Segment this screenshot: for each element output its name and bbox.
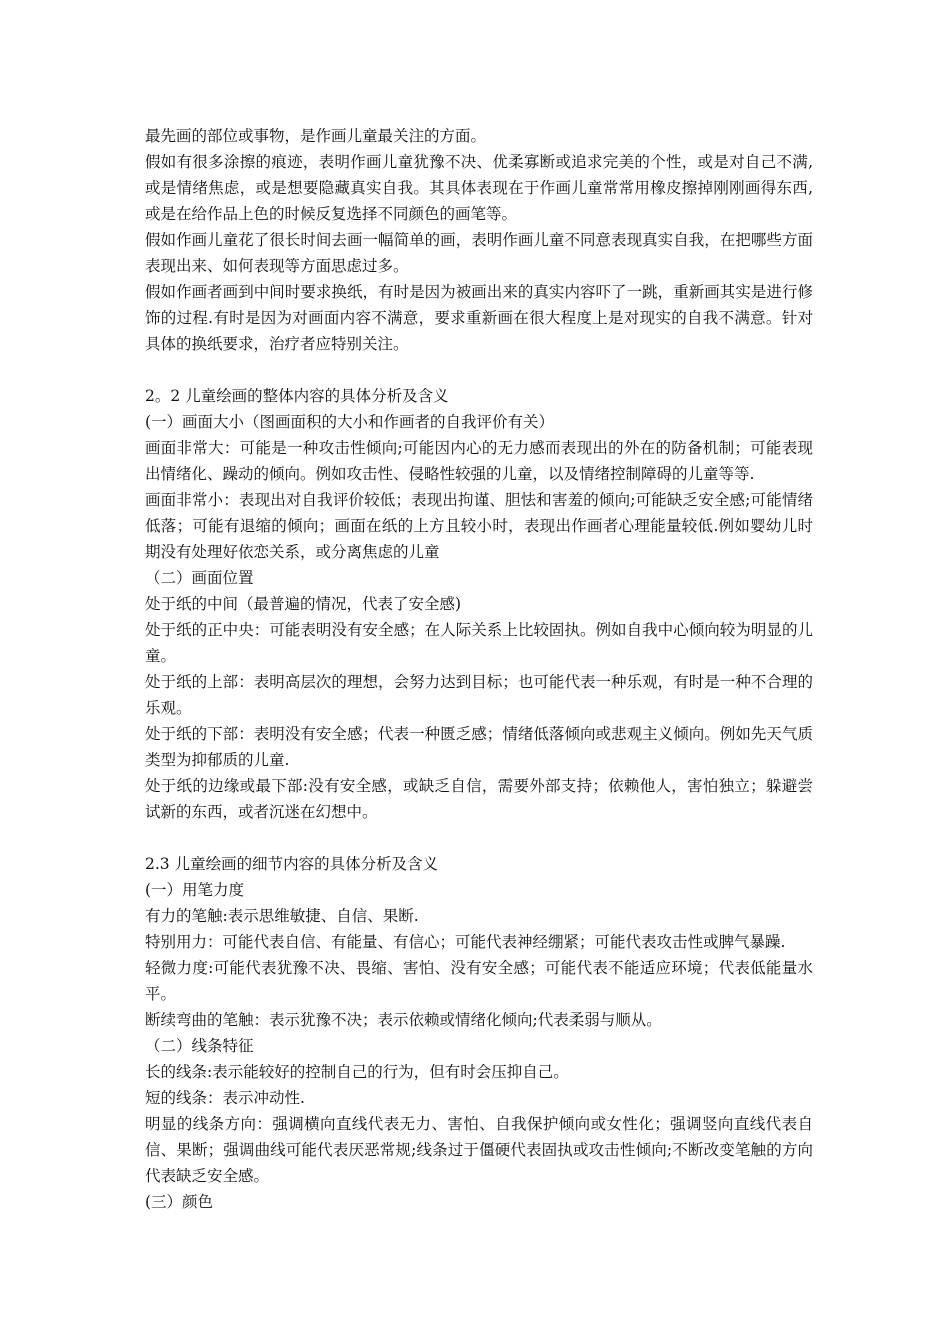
paragraph: 断续弯曲的笔触：表示犹豫不决；表示依赖或情绪化倾向;代表柔弱与顺从。: [145, 1011, 662, 1029]
paragraph: 长的线条:表示能较好的控制自己的行为，但有时会压抑自己。: [145, 1063, 569, 1081]
section-heading: 2.3 儿童绘画的细节内容的具体分析及含义: [145, 855, 439, 873]
paragraph: 假如作画儿童花了很长时间去画一幅简单的画，表明作画儿童不同意表现真实自我，在把哪些方面表现出来、如何表现等方面思虑过多。: [145, 231, 813, 275]
section-heading: 2。2 儿童绘画的整体内容的具体分析及含义: [145, 387, 449, 405]
paragraph: 画面非常小：表现出对自我评价较低；表现出拘谨、胆怯和害羞的倾向;可能缺乏安全感;可能情绪低落；可能有退缩的倾向；画面在纸的上方且较小时，表现出作画者心理能量较低.例如婴幼儿时期没有处理好依恋关系，或分离焦虑的儿童: [145, 491, 813, 561]
paragraph: 处于纸的下部：表明没有安全感；代表一种匮乏感；情绪低落倾向或悲观主义倾向。例如先天气质类型为抑郁质的儿童.: [145, 725, 813, 769]
paragraph: 假如有很多涂擦的痕迹，表明作画儿童犹豫不决、优柔寡断或追求完美的个性，或是对自己不满,或是情绪焦虑，或是想要隐藏真实自我。其具体表现在于作画儿童常常用橡皮擦掉刚刚画得东西,或是在给作品上色的时候反复选择不同颜色的画笔等。: [145, 153, 813, 223]
blank-line: [145, 825, 813, 851]
paragraph: 短的线条：表示冲动性.: [145, 1089, 305, 1107]
paragraph: 处于纸的中间（最普遍的情况，代表了安全感): [145, 595, 462, 613]
subsection-heading: (一）用笔力度: [145, 881, 245, 899]
paragraph: 处于纸的边缘或最下部:没有安全感，或缺乏自信，需要外部支持；依赖他人，害怕独立；躲避尝试新的东西，或者沉迷在幻想中。: [145, 777, 813, 821]
paragraph: 画面非常大：可能是一种攻击性倾向;可能因内心的无力感而表现出的外在的防备机制；可能表现出情绪化、躁动的倾向。例如攻击性、侵略性较强的儿童，以及情绪控制障碍的儿童等等.: [145, 439, 813, 483]
paragraph: 假如作画者画到中间时要求换纸，有时是因为被画出来的真实内容吓了一跳，重新画其实是进行修饰的过程.有时是因为对画面内容不满意，要求重新画在很大程度上是对现实的自我不满意。针对具体的换纸要求，治疗者应特别关注。: [145, 283, 813, 353]
document-body: [145, 123, 813, 1215]
paragraph: 处于纸的正中央：可能表明没有安全感；在人际关系上比较固执。例如自我中心倾向较为明显的儿童。: [145, 621, 813, 665]
subsection-heading: （二）线条特征: [145, 1037, 254, 1055]
paragraph: 轻微力度:可能代表犹豫不决、畏缩、害怕、没有安全感；可能代表不能适应环境；代表低能量水平。: [145, 959, 813, 1003]
paragraph: 有力的笔触:表示思维敏捷、自信、果断.: [145, 907, 419, 925]
subsection-heading: （二）画面位置: [145, 569, 254, 587]
paragraph: 最先画的部位或事物，是作画儿童最关注的方面。: [145, 127, 487, 145]
paragraph: 处于纸的上部：表明高层次的理想，会努力达到目标；也可能代表一种乐观，有时是一种不合理的乐观。: [145, 673, 813, 717]
subsection-heading: (三）颜色: [145, 1193, 214, 1211]
blank-line: [145, 357, 813, 383]
paragraph: 特别用力：可能代表自信、有能量、有信心；可能代表神经绷紧；可能代表攻击性或脾气暴躁.: [145, 933, 786, 951]
paragraph: 明显的线条方向：强调横向直线代表无力、害怕、自我保护倾向或女性化；强调竖向直线代表自信、果断；强调曲线可能代表厌恶常规;线条过于僵硬代表固执或攻击性倾向;不断改变笔触的方向代表缺乏安全感。: [145, 1115, 813, 1185]
subsection-heading: (一）画面大小（图画面积的大小和作画者的自我评价有关）: [145, 413, 555, 431]
